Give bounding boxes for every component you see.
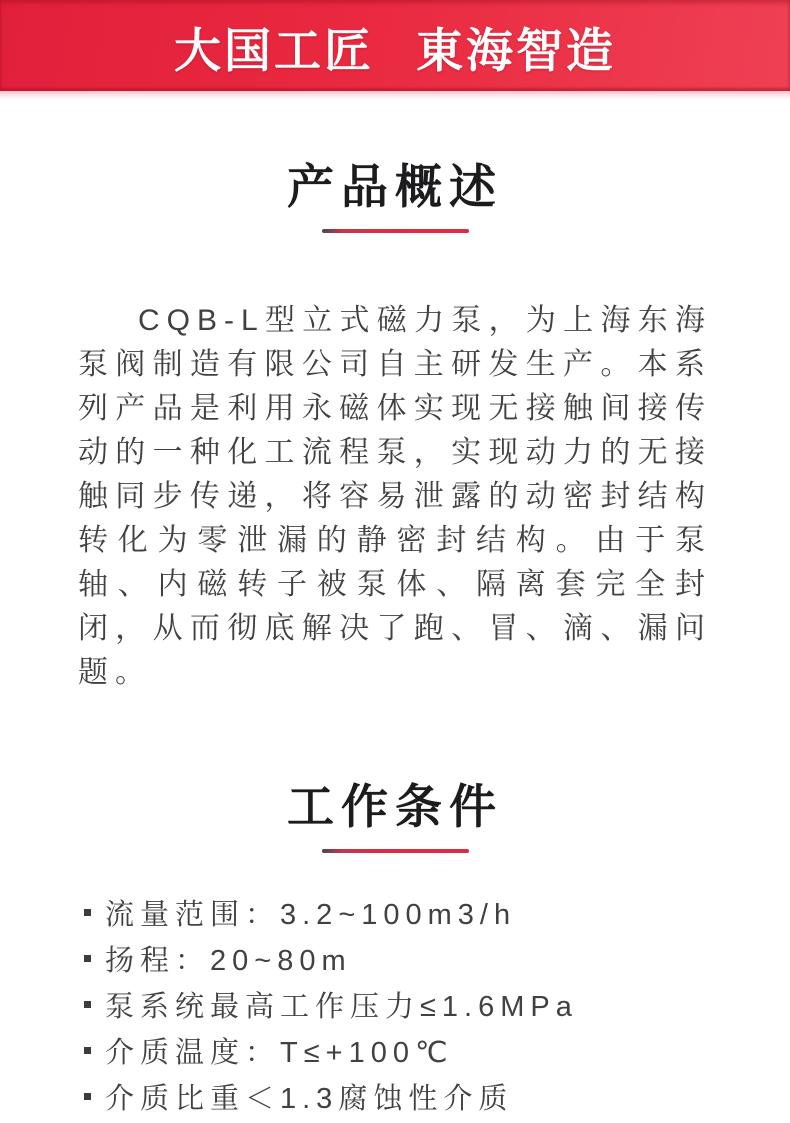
bullet-dot-icon <box>84 1047 91 1054</box>
banner-bottom-fade <box>0 91 790 99</box>
list-item <box>84 1073 790 1119</box>
condition-text: 介质比重＜1.3腐蚀性介质 <box>105 1082 514 1115</box>
bullet-dot-icon <box>84 955 91 962</box>
list-item <box>84 981 790 1027</box>
overview-section-title: 产品概述 <box>287 160 503 213</box>
overview-section <box>0 161 790 695</box>
condition-text: 扬程：20~80m <box>105 944 352 977</box>
condition-text: 泵系统最高工作压力≤1.6MPa <box>105 990 578 1023</box>
conditions-title-underline <box>322 849 469 853</box>
bullet-dot-icon <box>84 909 91 916</box>
overview-title-underline <box>322 229 469 233</box>
conditions-section-title: 工作条件 <box>287 780 503 833</box>
condition-text: 介质温度：T≤+100℃ <box>105 1036 454 1069</box>
overview-paragraph: CQB-L型立式磁力泵，为上海东海泵阀制造有限公司自主研发生产。本系列产品是利用永磁体实现无接触间接传动的一种化工流程泵，实现动力的无接触同步传递，将容易泄露的动密封结构转化为零泄漏的静密封结构。由于泵轴、内磁转子被泵体、隔离套完全封闭，从而彻底解决了跑、冒、滴、漏问题。 <box>78 304 712 689</box>
list-item <box>84 935 790 981</box>
condition-text: 流量范围：3.2~100m3/h <box>105 898 517 931</box>
banner-title: 大国工匠 東海智造 <box>173 24 617 77</box>
list-item <box>84 889 790 935</box>
conditions-list <box>84 889 790 1119</box>
list-item <box>84 1027 790 1073</box>
conditions-section <box>0 781 790 1119</box>
bullet-dot-icon <box>84 1001 91 1008</box>
header-banner <box>0 0 790 91</box>
bullet-dot-icon <box>84 1093 91 1100</box>
